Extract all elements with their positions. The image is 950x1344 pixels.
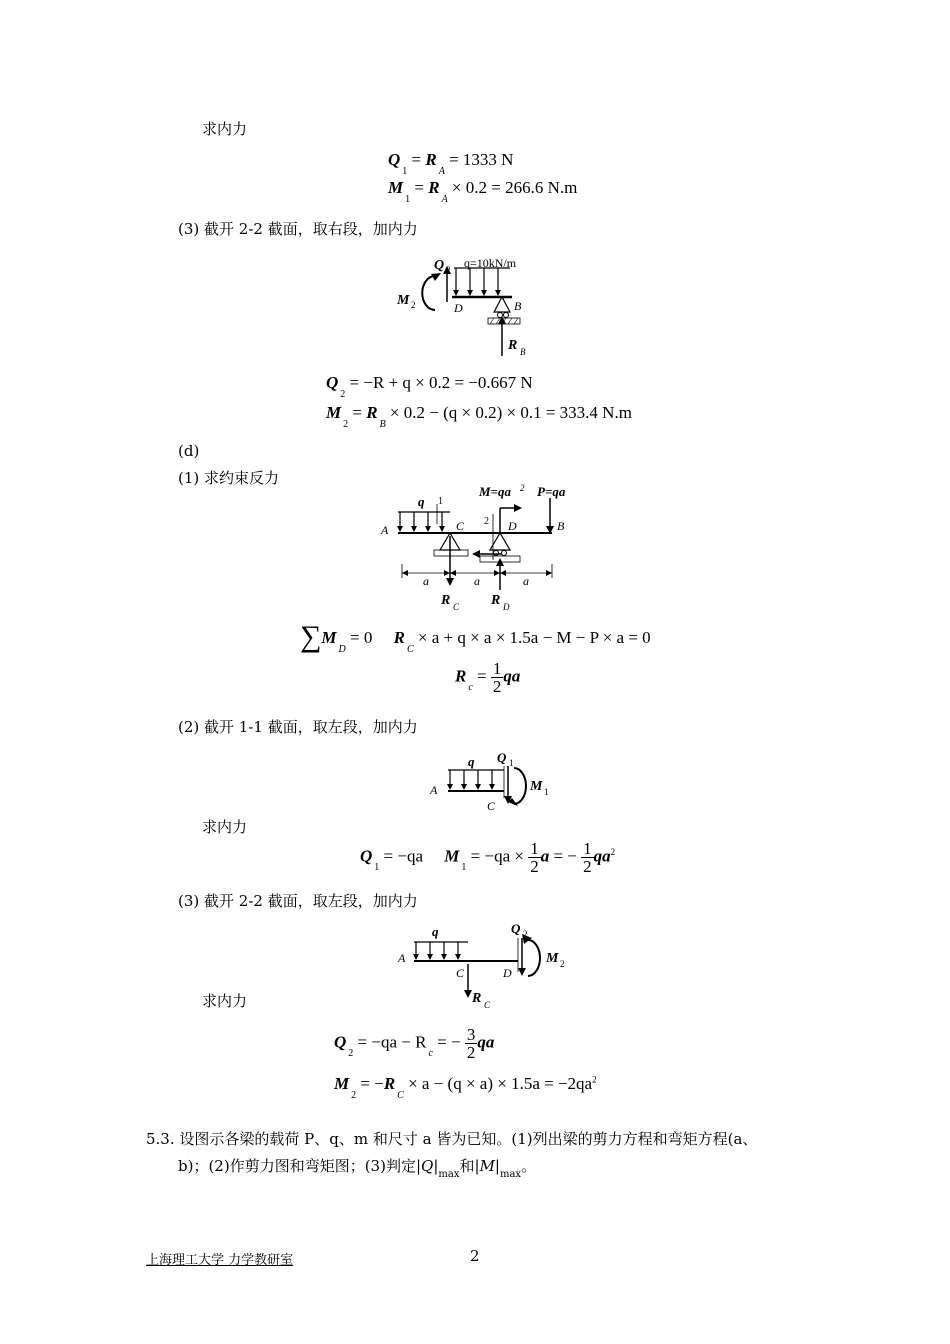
problem-5-3-line-1: 5.3. 设图示各梁的载荷 P、q、m 和尺寸 a 皆为已知。(1)列出梁的剪力方程和弯矩方程(a、 xyxy=(146,1130,758,1148)
svg-text:2: 2 xyxy=(520,483,525,493)
p-label: P=qa xyxy=(537,484,566,499)
svg-text:D: D xyxy=(503,602,510,612)
equation-m1-top: $M_1 = R_A \times 0.2 = 266.6$ N.m xyxy=(388,178,578,205)
svg-text:C: C xyxy=(487,799,496,813)
figure-full-beam-d xyxy=(374,478,590,616)
footer-institution: 上海理工大学 力学教研室 xyxy=(146,1253,294,1268)
equation-q1-m1-d: $Q_1 = -qa$ $M_1 = -qa$ × $\frac{1}{2}$ a = − $\frac{1}{2}$ $qa^2$ xyxy=(360,839,616,876)
svg-text:q: q xyxy=(468,754,475,769)
moment-m2-arrow xyxy=(528,940,540,976)
m2-label-d: M xyxy=(546,951,559,966)
problem-5-3-line-2: b)；(2)作剪力图和弯矩图；(3)判定$|Q|_{max}$和$|M|_{max}$。 xyxy=(178,1157,537,1180)
point-b-label-d: B xyxy=(557,519,565,533)
rd-label: R xyxy=(491,593,501,608)
equation-q2-right: $Q_2 = -R + q \times 0.2 = -0.667$ N xyxy=(326,373,533,400)
q2-label-d: Q xyxy=(511,921,521,936)
svg-text:2: 2 xyxy=(523,929,528,939)
moment-label: M=qa xyxy=(479,484,511,499)
rb-label: R xyxy=(508,338,518,353)
part-d-label: (d) xyxy=(178,442,200,460)
equation-m2-right: $M_2 = R_B \times 0.2 - (q \times 0.2) \times 0.1 = 333.4$ N.m xyxy=(326,403,632,430)
figure-left-segment-2 xyxy=(392,918,582,1014)
equation-q1-top: $Q_1 = R_A = 1333$ N xyxy=(388,150,514,177)
svg-text:1: 1 xyxy=(509,758,514,768)
q-label: q xyxy=(418,494,425,509)
rc-label-2: R xyxy=(472,991,482,1006)
page-number: 2 xyxy=(470,1247,480,1265)
svg-text:C: C xyxy=(453,602,460,612)
svg-text:B: B xyxy=(520,347,526,357)
equation-sum-moments: $\sum M_D = 0$ $R_C \times a + q \times a \times 1.5a - M - P \times a = 0$ xyxy=(300,620,651,655)
svg-text:a: a xyxy=(474,574,480,588)
point-d-label: D xyxy=(454,301,463,315)
step-1-reactions: (1) 求约束反力 xyxy=(178,469,280,487)
svg-text:a: a xyxy=(423,574,429,588)
step-2-left-segment: (2) 截开 1-1 截面，取左段，加内力 xyxy=(178,718,418,736)
svg-text:D: D xyxy=(503,966,512,980)
svg-text:C: C xyxy=(484,1000,491,1010)
solve-internal-heading-2: 求内力 xyxy=(202,818,248,836)
step-3-left-segment: (3) 截开 2-2 截面，取左段，加内力 xyxy=(178,892,418,910)
figure-left-segment-1 xyxy=(424,746,564,816)
svg-text:a: a xyxy=(523,574,529,588)
point-b-label: B xyxy=(514,299,522,313)
svg-text:A: A xyxy=(430,783,438,797)
svg-text:q: q xyxy=(432,924,439,939)
solve-internal-heading-1: 求内力 xyxy=(202,120,248,138)
q2-label: Q xyxy=(434,258,445,273)
cut-2-label: 2 xyxy=(484,516,489,527)
equation-q2-d: $Q_2 = -qa - R_c$ = − $\frac{3}{2}$ qa xyxy=(334,1025,495,1062)
svg-text:2: 2 xyxy=(560,959,565,969)
svg-text:C: C xyxy=(456,966,465,980)
moment-m1-arrow xyxy=(514,768,526,804)
equation-rc-result: $R_c$ = $\frac{1}{2}$ qa xyxy=(455,659,521,696)
equation-m2-d: $M_2 = -R_C \times a - (q \times a) \times 1.5a = -2qa^2$ xyxy=(334,1074,597,1101)
point-c-label: C xyxy=(456,519,465,533)
m2-label: M xyxy=(397,293,410,308)
m1-label: M xyxy=(530,779,543,794)
load-label: q=10kN/m xyxy=(464,256,517,270)
solve-internal-heading-3: 求内力 xyxy=(202,992,248,1010)
svg-text:2: 2 xyxy=(411,300,416,310)
svg-text:A: A xyxy=(398,951,406,965)
q1-label: Q xyxy=(497,750,507,765)
moment-arrow xyxy=(422,276,435,310)
pin-support xyxy=(494,297,510,312)
svg-text:1: 1 xyxy=(544,787,549,797)
figure-right-segment xyxy=(390,252,550,364)
svg-text:2: 2 xyxy=(446,265,451,275)
rc-label: R xyxy=(441,593,451,608)
cut-1-label: 1 xyxy=(438,496,443,507)
point-a-label: A xyxy=(381,523,389,537)
step-3-right-segment: (3) 截开 2-2 截面，取右段，加内力 xyxy=(178,220,418,238)
point-d-label-d: D xyxy=(508,519,517,533)
